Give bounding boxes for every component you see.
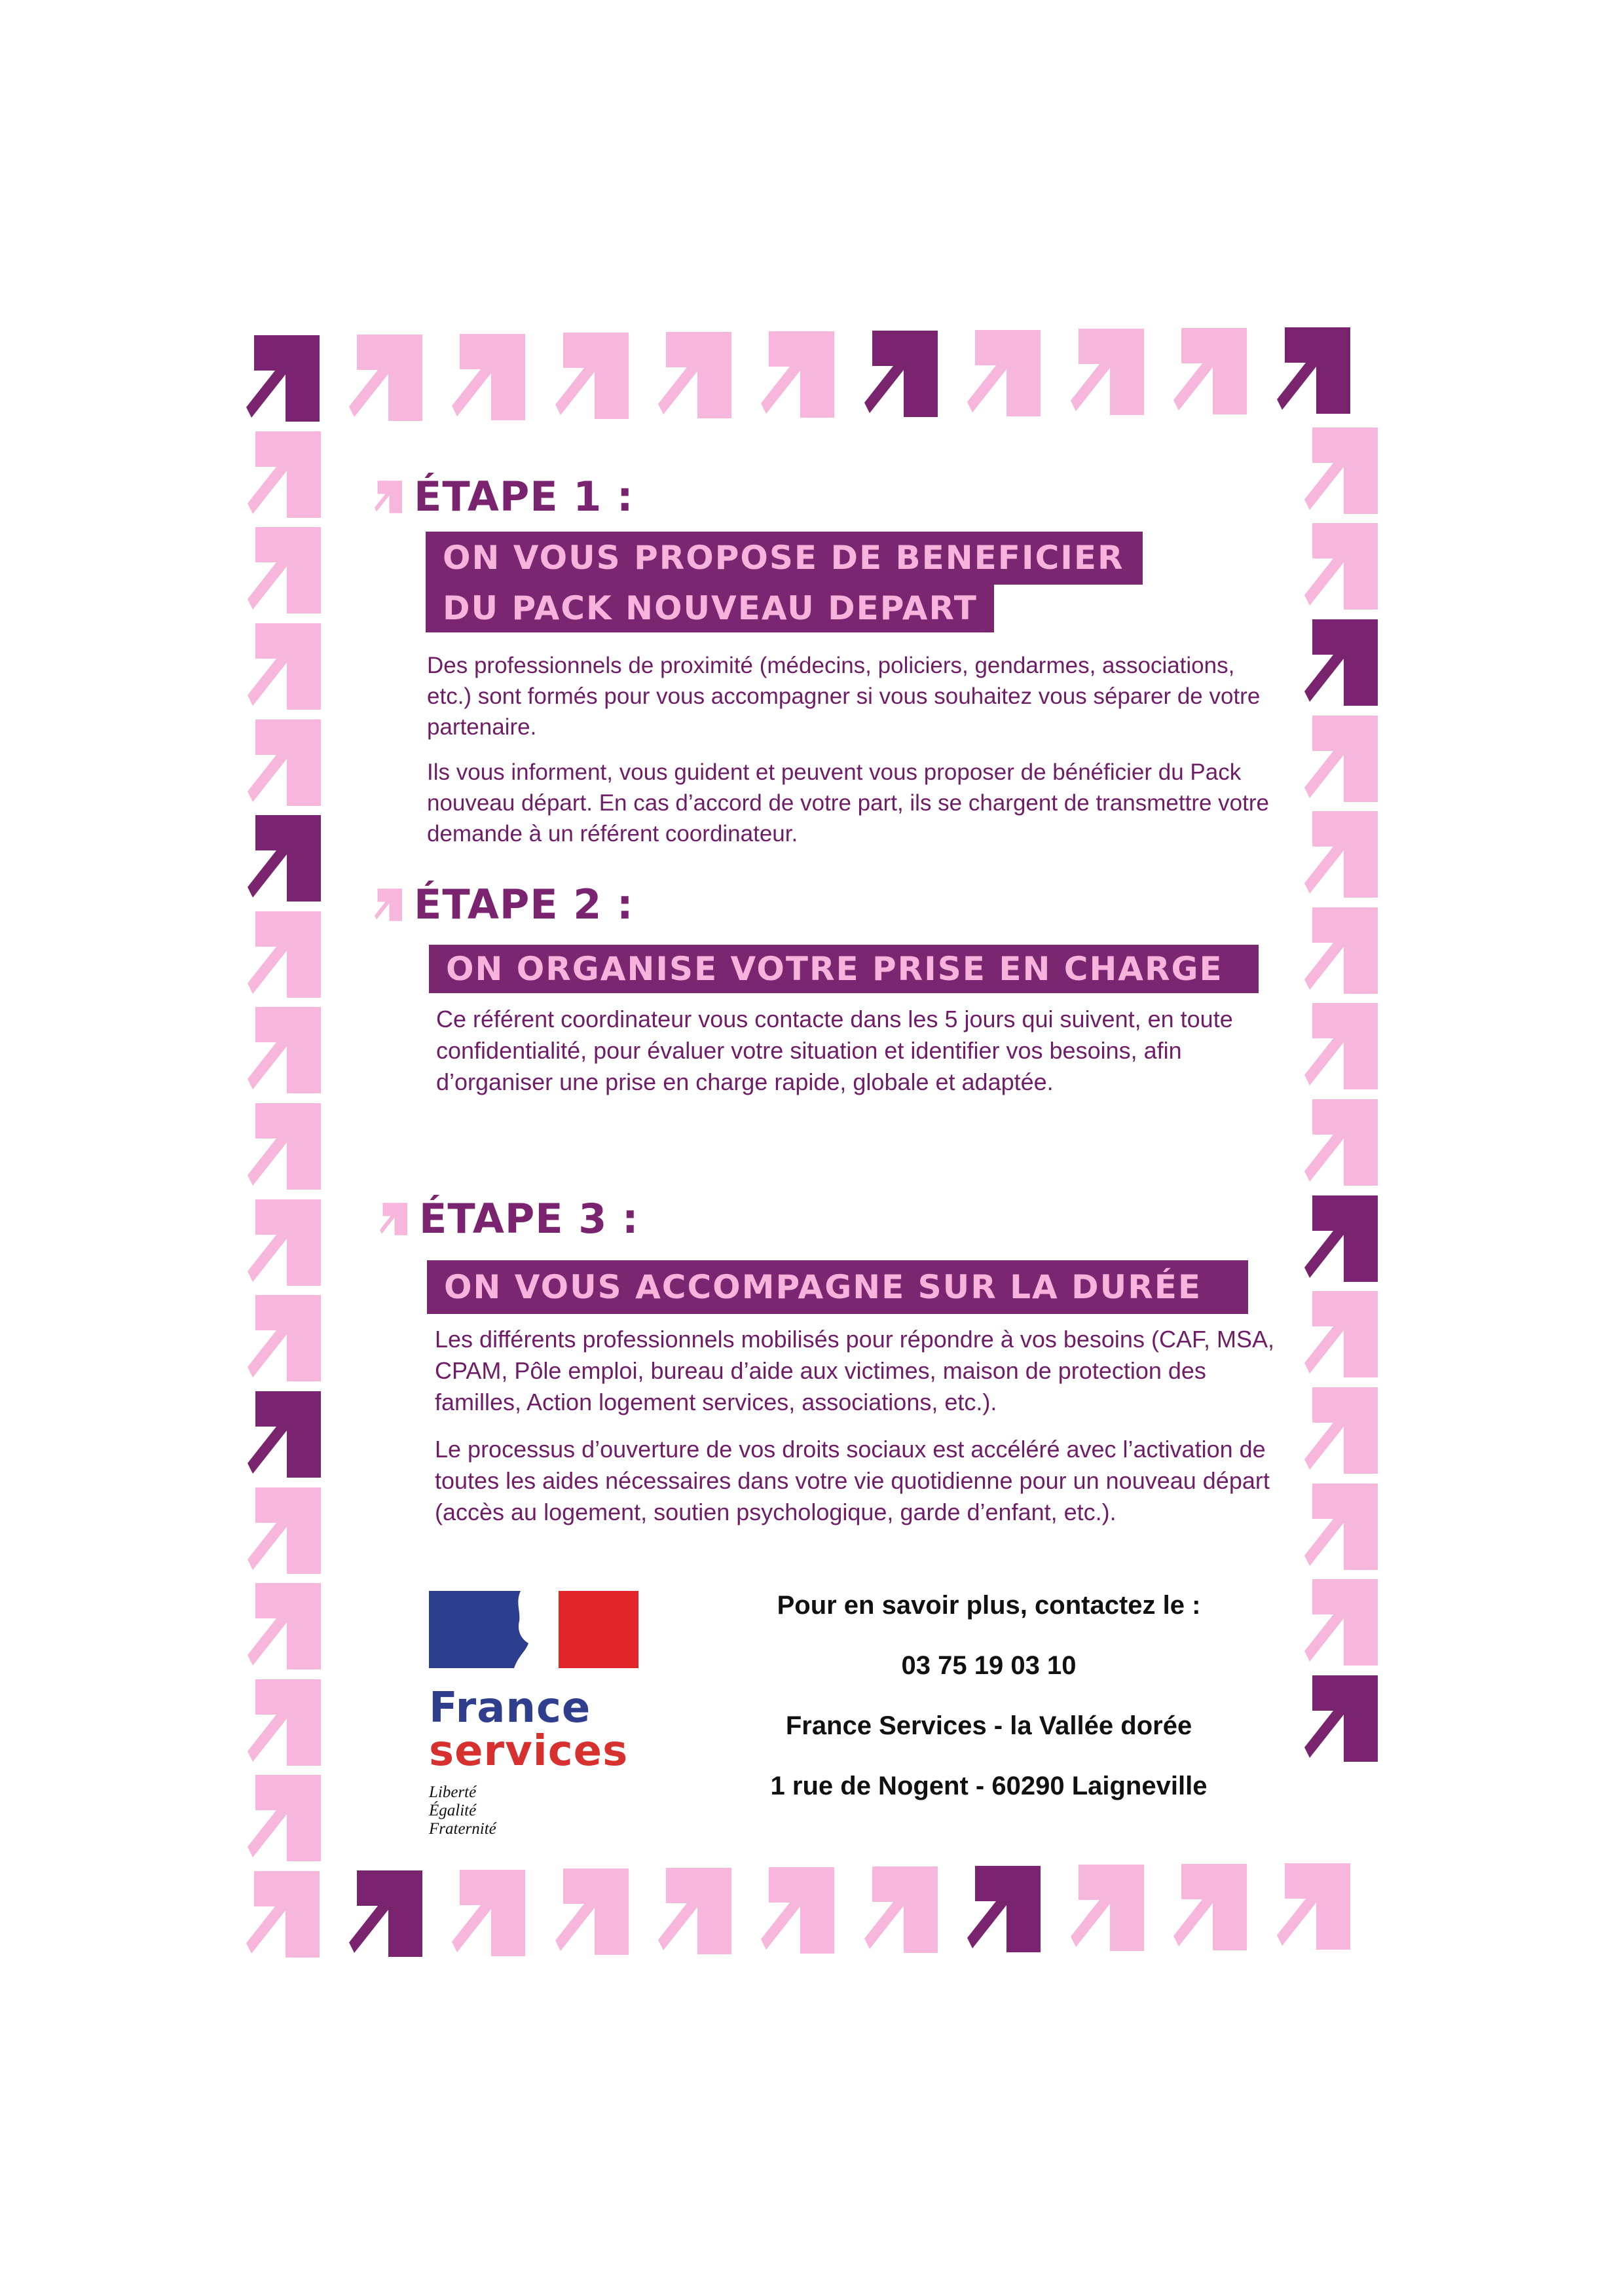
arrow-up-right-icon <box>248 1295 321 1381</box>
motto-liberte: Liberté <box>429 1783 477 1801</box>
arrow-up-right-icon <box>1304 1675 1378 1762</box>
arrow-up-right-icon <box>1304 1195 1378 1282</box>
arrow-up-right-icon <box>349 335 422 421</box>
arrow-up-right-icon <box>967 1866 1041 1952</box>
arrow-up-right-icon <box>1304 907 1378 994</box>
arrow-up-right-icon <box>1304 428 1378 514</box>
arrow-up-right-icon <box>555 333 629 419</box>
arrow-up-right-icon <box>248 431 321 518</box>
arrow-up-right-icon <box>1277 1863 1350 1950</box>
arrow-up-right-icon <box>248 1391 321 1478</box>
arrow-up-right-icon <box>1304 1003 1378 1089</box>
arrow-up-right-icon <box>248 720 321 806</box>
step-1-banner-line-1: ON VOUS PROPOSE DE BENEFICIER <box>426 532 1143 585</box>
arrow-up-right-icon <box>555 1868 629 1955</box>
step-2-paragraph-1: Ce référent coordinateur vous contacte dans les 5 jours qui suivent, en toute confidentialité, pour évaluer votre situation et identifier vos besoins, afin d’organiser une prise en charge rapide, globale et adaptée. <box>436 1006 1233 1095</box>
arrow-up-right-icon <box>761 331 834 418</box>
arrow-up-right-icon <box>380 1202 407 1236</box>
arrow-up-right-icon <box>248 1199 321 1286</box>
arrow-up-right-icon <box>248 1775 321 1861</box>
step-3-heading <box>380 1195 639 1243</box>
contact-name: France Services - la Vallée dorée <box>785 1711 1192 1740</box>
arrow-up-right-icon <box>1277 327 1350 414</box>
arrow-up-right-icon <box>452 1870 525 1956</box>
arrow-up-right-icon <box>349 1870 422 1957</box>
arrow-up-right-icon <box>1304 1291 1378 1377</box>
arrow-up-right-icon <box>1304 811 1378 898</box>
arrow-up-right-icon <box>1304 716 1378 802</box>
arrow-up-right-icon <box>248 623 321 710</box>
arrow-up-right-icon <box>246 1871 320 1958</box>
step-1-banner-line-2: DU PACK NOUVEAU DEPART <box>426 584 994 632</box>
arrow-up-right-icon <box>248 1679 321 1766</box>
arrow-up-right-icon <box>864 331 938 417</box>
step-1-paragraph-1: Des professionnels de proximité (médecins, policiers, gendarmes, associations, etc.) sont formés pour vous accompagner si vous souhaitez vous séparer de votre partenaire. <box>427 653 1261 740</box>
arrow-up-right-icon <box>1304 1579 1378 1666</box>
arrow-up-right-icon <box>1304 523 1378 610</box>
arrow-up-right-icon <box>864 1867 938 1953</box>
arrow-up-right-icon <box>967 330 1041 416</box>
arrow-up-right-icon <box>1304 619 1378 706</box>
step-2-body <box>436 1004 1274 1098</box>
step-3-banner: ON VOUS ACCOMPAGNE SUR LA DURÉE <box>427 1260 1248 1314</box>
logo-word-france: France <box>429 1684 591 1732</box>
contact-address: 1 rue de Nogent - 60290 Laigneville <box>770 1772 1208 1800</box>
motto-fraternite: Fraternité <box>429 1820 496 1838</box>
arrow-up-right-icon <box>248 911 321 998</box>
step-1-body <box>427 650 1278 849</box>
step-1-heading <box>375 473 634 520</box>
arrow-up-right-icon <box>248 1583 321 1669</box>
arrow-up-right-icon <box>1304 1484 1378 1570</box>
arrow-up-right-icon <box>1071 1865 1144 1951</box>
step-3-body <box>435 1324 1286 1528</box>
arrow-up-right-icon <box>452 334 525 420</box>
contact-phone[interactable]: 03 75 19 03 10 <box>901 1651 1077 1680</box>
arrow-up-right-icon <box>761 1867 834 1954</box>
arrow-up-right-icon <box>658 1868 731 1954</box>
arrow-up-right-icon <box>248 1487 321 1574</box>
arrow-up-right-icon <box>658 332 731 418</box>
contact-intro: Pour en savoir plus, contactez le : <box>777 1591 1201 1620</box>
arrow-up-right-icon <box>248 815 321 902</box>
step-2-banner: ON ORGANISE VOTRE PRISE EN CHARGE <box>429 945 1259 993</box>
step-2-title: ÉTAPE 2 : <box>414 881 634 928</box>
arrow-up-right-icon <box>248 1007 321 1093</box>
arrow-up-right-icon <box>375 480 402 514</box>
marianne-flag-icon <box>429 1591 638 1668</box>
motto-egalite: Égalité <box>429 1802 477 1819</box>
step-1-title: ÉTAPE 1 : <box>414 473 634 520</box>
arrow-up-right-icon <box>248 527 321 613</box>
arrow-up-right-icon <box>375 888 402 922</box>
france-services-logo <box>429 1591 638 1838</box>
step-3-paragraph-1: Les différents professionnels mobilisés pour répondre à vos besoins (CAF, MSA, CPAM, Pôle emploi, bureau d’aide aux victimes, maison de protection des familles, Action logement services, associations, etc.). <box>435 1326 1274 1415</box>
arrow-up-right-icon <box>246 335 320 422</box>
arrow-up-right-icon <box>1304 1099 1378 1186</box>
arrow-up-right-icon <box>1173 1864 1247 1950</box>
republic-motto <box>429 1783 638 1838</box>
arrow-up-right-icon <box>1071 329 1144 415</box>
logo-word-services: services <box>429 1727 629 1776</box>
arrow-up-right-icon <box>1304 1387 1378 1474</box>
step-2-heading <box>375 881 634 928</box>
step-1-paragraph-2: Ils vous informent, vous guident et peuvent vous proposer de bénéficier du Pack nouveau départ. En cas d’accord de votre part, ils se chargent de transmettre votre demande à un référent coordinateur. <box>427 759 1269 847</box>
arrow-up-right-icon <box>248 1103 321 1190</box>
step-3-title: ÉTAPE 3 : <box>419 1195 639 1243</box>
arrow-up-right-icon <box>1173 328 1247 414</box>
step-3-paragraph-2: Le processus d’ouverture de vos droits sociaux est accéléré avec l’activation de toutes les aides nécessaires dans votre vie quotidienne pour un nouveau départ (accès au logement, soutien psychologique, garde d’enfant, etc.). <box>435 1436 1270 1525</box>
